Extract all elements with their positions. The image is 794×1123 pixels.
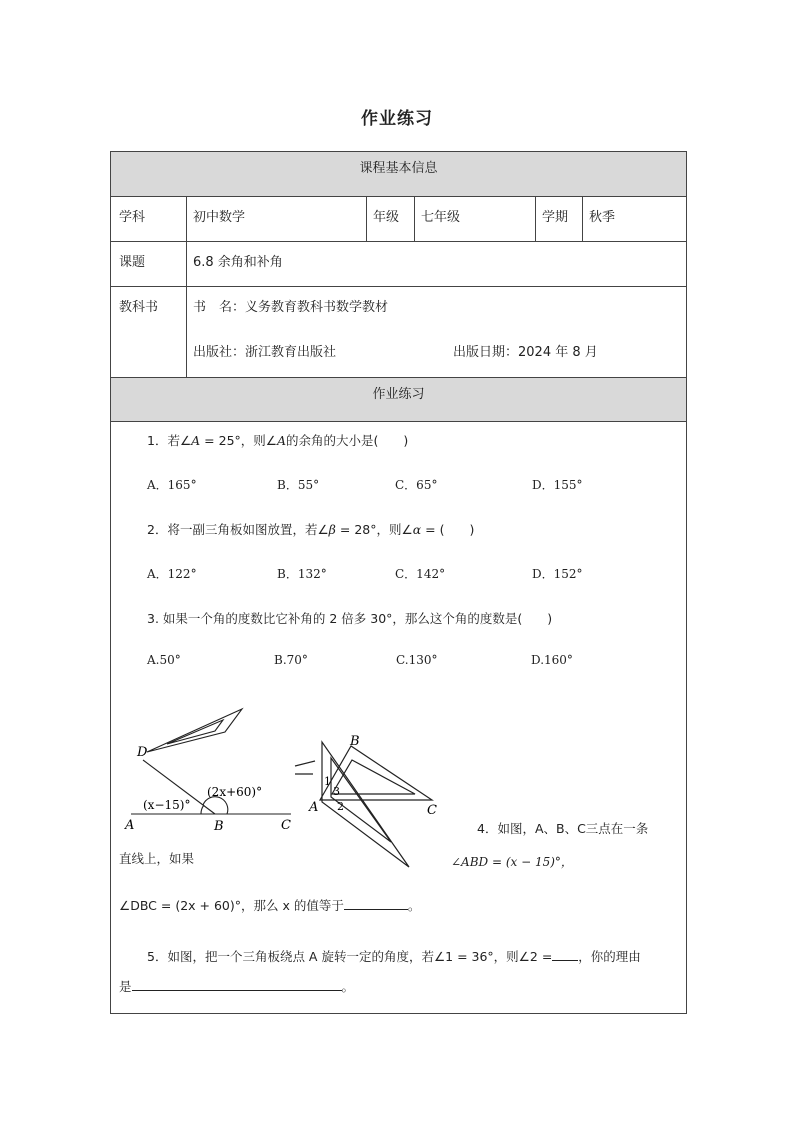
q2-var-b: α bbox=[412, 522, 422, 537]
question-4-line-1: 4．如图，A、B、C三点在一条 bbox=[477, 821, 649, 836]
q1-option-d: D．155° bbox=[532, 478, 583, 492]
q2-option-c: C．142° bbox=[395, 567, 446, 581]
subject-value: 初中数学 bbox=[193, 210, 246, 225]
column-divider bbox=[366, 197, 367, 241]
column-divider bbox=[414, 197, 415, 241]
label-angle-abd: (x−15)° bbox=[143, 798, 191, 812]
q2-var-a: β bbox=[328, 522, 336, 537]
book-name-line bbox=[193, 296, 388, 315]
book-name-value: 义务教育教科书数学教材 bbox=[245, 300, 389, 315]
q5-text-end: ，你的理由 bbox=[578, 949, 641, 964]
q2-text-b: = 28°，则∠ bbox=[335, 522, 413, 537]
set-square-outer bbox=[147, 709, 242, 752]
publish-date-line bbox=[453, 341, 598, 360]
question-3: 3. 如果一个角的度数比它补角的 2 倍多 30°，那么这个角的度数是( ) bbox=[147, 611, 553, 626]
label-angle-dbc: (2x+60)° bbox=[207, 785, 263, 799]
q2-option-d: D．152° bbox=[532, 567, 583, 581]
q1-option-b: B．55° bbox=[277, 478, 320, 492]
pointer-mark bbox=[295, 761, 315, 766]
q1-option-a: A．165° bbox=[147, 478, 197, 492]
q5-text: 5．如图，把一个三角板绕点 A 旋转一定的角度，若∠1 = 36°，则∠2 = bbox=[147, 949, 553, 964]
publisher-value: 浙江教育出版社 bbox=[245, 345, 337, 360]
term-label: 学期 bbox=[542, 210, 569, 225]
q3-option-a: A.50° bbox=[147, 653, 181, 667]
grade-value: 七年级 bbox=[421, 210, 461, 225]
q3-option-d: D.160° bbox=[531, 653, 573, 667]
q2-text-a: 2．将一副三角板如图放置，若∠ bbox=[147, 522, 329, 537]
topic-label: 课题 bbox=[119, 255, 146, 270]
worksheet-table bbox=[110, 151, 687, 1014]
q5-reason-label: 是 bbox=[119, 979, 132, 994]
term-value: 秋季 bbox=[589, 210, 616, 225]
q5-answer-blank[interactable] bbox=[552, 948, 578, 961]
book-name-label: 书 名： bbox=[193, 300, 246, 315]
label-b: B bbox=[214, 819, 224, 834]
textbook-label: 教科书 bbox=[119, 300, 159, 315]
column-divider bbox=[582, 197, 583, 241]
q3-option-c: C.130° bbox=[396, 653, 438, 667]
q2-option-b: B．132° bbox=[277, 567, 327, 581]
set-square-inner bbox=[167, 720, 223, 744]
q1-option-c: C．65° bbox=[395, 478, 438, 492]
label-c: C bbox=[281, 818, 291, 833]
q5-reason-end: 。 bbox=[341, 979, 355, 994]
angle-arc-dbc bbox=[203, 797, 228, 814]
label-a: A bbox=[125, 818, 135, 833]
publish-date-value: 2024 年 8 月 bbox=[518, 345, 598, 360]
q5-reason-blank[interactable] bbox=[132, 978, 342, 991]
q4-answer-blank[interactable] bbox=[344, 897, 408, 910]
publisher-line bbox=[193, 341, 336, 360]
column-divider bbox=[186, 197, 187, 377]
q1-text-c: 的余角的大小是( ) bbox=[286, 433, 409, 448]
label-b: B bbox=[350, 734, 360, 749]
question-2 bbox=[147, 520, 474, 538]
q1-text-a: 1．若∠ bbox=[147, 433, 192, 448]
publisher-label: 出版社： bbox=[193, 345, 246, 360]
page-title: 作业练习 bbox=[361, 109, 433, 129]
q2-text-c: = ( ) bbox=[421, 522, 475, 537]
label-angle-3: 3 bbox=[333, 785, 340, 798]
figure-angles-on-line bbox=[117, 704, 297, 834]
q1-var-b: A bbox=[277, 433, 287, 448]
subject-label: 学科 bbox=[119, 210, 146, 225]
exercise-header-label: 作业练习 bbox=[372, 387, 425, 402]
row-divider bbox=[111, 286, 686, 287]
label-angle-1: 1 bbox=[324, 775, 331, 788]
question-5-line-2 bbox=[119, 977, 354, 995]
course-info-header-label: 课程基本信息 bbox=[359, 161, 438, 176]
question-4-line-2: 直线上，如果 bbox=[119, 851, 195, 866]
q1-var-a: A bbox=[191, 433, 201, 448]
row-divider bbox=[111, 241, 686, 242]
figure-rotated-set-squares bbox=[287, 734, 447, 879]
question-4-line-3 bbox=[119, 896, 420, 914]
question-5-line-1 bbox=[147, 947, 641, 965]
q4-text-end: 。 bbox=[407, 898, 421, 913]
rotated-triangle-outer bbox=[322, 742, 409, 867]
q1-text-b: = 25°，则∠ bbox=[200, 433, 277, 448]
question-1 bbox=[147, 431, 408, 449]
label-angle-2: 2 bbox=[337, 800, 344, 813]
column-divider bbox=[535, 197, 536, 241]
q3-option-b: B.70° bbox=[274, 653, 308, 667]
label-a: A bbox=[309, 800, 319, 815]
q2-option-a: A．122° bbox=[147, 567, 197, 581]
course-info-header bbox=[111, 152, 686, 197]
label-c: C bbox=[427, 803, 437, 818]
topic-value: 6.8 余角和补角 bbox=[193, 255, 283, 270]
q4-text: ∠DBC = (2x + 60)°，那么 x 的值等于 bbox=[119, 898, 344, 913]
exercise-header bbox=[111, 377, 686, 422]
publish-date-label: 出版日期： bbox=[453, 345, 519, 360]
question-4-angle-abd: ∠ABD = (x − 15)°， bbox=[451, 855, 573, 869]
angle-arc-abd bbox=[201, 805, 204, 814]
grade-label: 年级 bbox=[373, 210, 400, 225]
label-d: D bbox=[137, 745, 148, 760]
